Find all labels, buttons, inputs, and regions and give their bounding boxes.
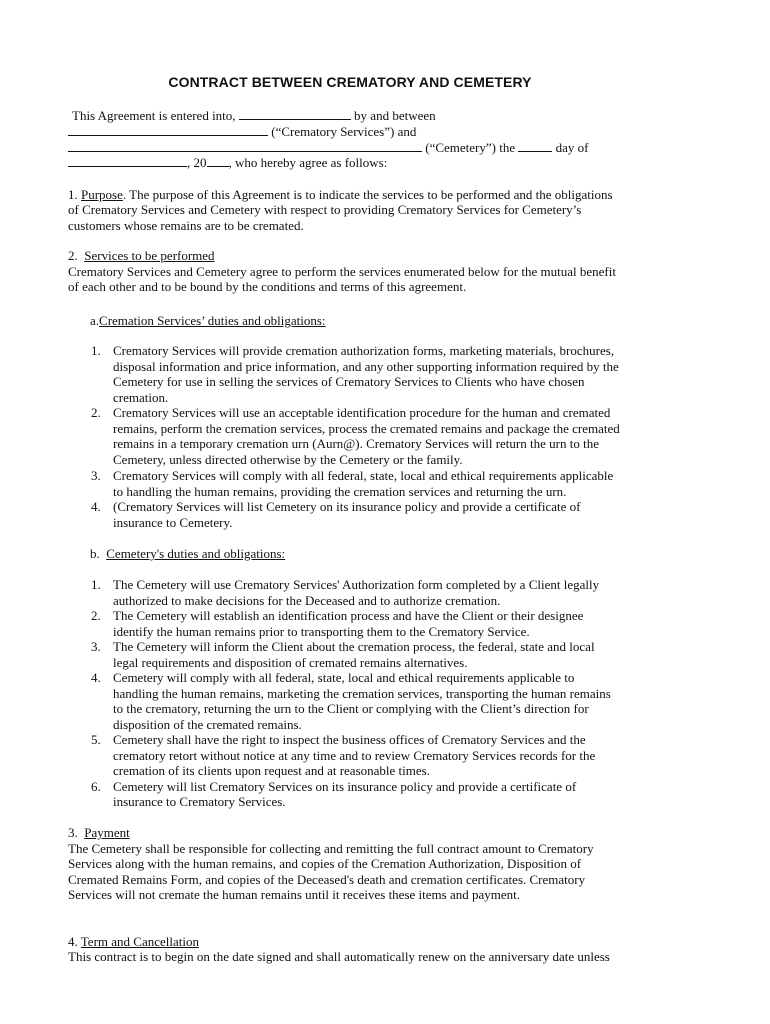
a-item-1-line-2: disposal information and price information, and any other supporting information required by the — [113, 359, 619, 374]
intro-line-2: (“Crematory Services”) and — [68, 124, 416, 140]
intro-line-1: This Agreement is entered into, by and between — [72, 108, 436, 123]
term-line-1: This contract is to begin on the date signed and shall automatically renew on the anniversary date unless — [68, 949, 610, 964]
b-item-5-line-2: crematory retort without notice at any time and to review Crematory Services records for the — [113, 748, 596, 763]
b-item-5-line-3: cremation of its clients upon request and at reasonable times. — [113, 763, 430, 778]
b-item-2-line-2: identify the human remains prior to transporting them to the Crematory Service. — [113, 624, 530, 639]
day-blank[interactable] — [518, 140, 552, 152]
payment-heading: Payment — [84, 825, 130, 840]
b-item-1-number: 1. — [91, 577, 101, 592]
a-item-4-line-2: insurance to Cemetery. — [113, 515, 233, 530]
b-item-2-line-1: The Cemetery will establish an identification process and have the Client or their designee — [113, 608, 584, 623]
b-item-6-number: 6. — [91, 779, 101, 794]
cemetery-name-blank[interactable] — [68, 140, 422, 152]
b-item-6-line-2: insurance to Crematory Services. — [113, 794, 286, 809]
term-heading-line: 4. Term and Cancellation — [68, 934, 199, 949]
section-a-heading: Cremation Services’ duties and obligations: — [99, 313, 326, 328]
b-item-4-line-1: Cemetery will comply with all federal, state, local and ethical requirements applicable to — [113, 670, 575, 685]
b-item-3-line-2: legal requirements and disposition of cremated remains alternatives. — [113, 655, 468, 670]
payment-line-1: The Cemetery shall be responsible for collecting and remitting the full contract amount to Crematory — [68, 841, 594, 856]
a-item-1-number: 1. — [91, 343, 101, 358]
purpose-line-3: customers whose remains are to be cremated. — [68, 218, 304, 233]
payment-line-4: Services will not cremate the human remains until it receives these items and payment. — [68, 887, 520, 902]
a-item-2-number: 2. — [91, 405, 101, 420]
b-item-1-line-1: The Cemetery will use Crematory Services' Authorization form completed by a Client legally — [113, 577, 600, 592]
b-item-1-line-2: authorized to make decisions for the Deceased and to authorize cremation. — [113, 593, 501, 608]
a-item-2-line-1: Crematory Services will use an acceptable identification procedure for the human and cremated — [113, 405, 611, 420]
purpose-line-2: of Crematory Services and Cemetery with respect to providing Crematory Services for Cemetery’s — [68, 202, 582, 217]
b-item-5-line-1: Cemetery shall have the right to inspect the business offices of Crematory Services and the — [113, 732, 586, 747]
services-line-2: of each other and to be bound by the conditions and terms of this agreement. — [68, 279, 467, 294]
b-item-2-number: 2. — [91, 608, 101, 623]
b-item-4-number: 4. — [91, 670, 101, 685]
a-item-4-line-1: (Crematory Services will list Cemetery on its insurance policy and provide a certificate of — [113, 499, 581, 514]
crematory-name-blank[interactable] — [68, 124, 268, 136]
a-item-1-line-1: Crematory Services will provide cremation authorization forms, marketing materials, brochures, — [113, 343, 615, 358]
b-item-3-line-1: The Cemetery will inform the Client about the cremation process, the federal, state and local — [113, 639, 595, 654]
b-item-4-line-3: to the crematory, returning the urn to the Client or complying with the Client’s direction for — [113, 701, 589, 716]
intro-line-4: , 20 , who hereby agree as follows: — [68, 155, 387, 171]
a-item-2-line-3: remains in a temporary cremation urn (Aurn@). Crematory Services will return the urn to the — [113, 436, 599, 451]
b-item-4-line-4: disposition of the cremated remains. — [113, 717, 302, 732]
purpose-line-1: 1. Purpose. The purpose of this Agreement is to indicate the services to be performed and the obligations — [68, 187, 613, 202]
month-blank[interactable] — [68, 155, 187, 167]
b-item-4-line-2: handling the human remains, marketing the cremation services, transporting the human remains — [113, 686, 611, 701]
date-blank[interactable] — [239, 108, 351, 120]
section-b-heading-line: b. Cemetery's duties and obligations: — [90, 546, 286, 561]
a-item-1-line-3: Cemetery for use in selling the services of Crematory Services to Clients who have chosen — [113, 374, 585, 389]
services-heading: Services to be performed — [84, 248, 215, 263]
services-heading-line: 2. Services to be performed — [68, 248, 215, 263]
services-line-1: Crematory Services and Cemetery agree to perform the services enumerated below for the mutual benefit — [68, 264, 616, 279]
b-item-3-number: 3. — [91, 639, 101, 654]
b-item-5-number: 5. — [91, 732, 101, 747]
payment-heading-line: 3. Payment — [68, 825, 130, 840]
a-item-1-line-4: cremation. — [113, 390, 169, 405]
a-item-3-line-1: Crematory Services will comply with all federal, state, local and ethical requirements applicable — [113, 468, 614, 483]
section-b-heading: Cemetery's duties and obligations: — [106, 546, 286, 561]
b-item-6-line-1: Cemetery will list Crematory Services on its insurance policy and provide a certificate of — [113, 779, 577, 794]
document-title: CONTRACT BETWEEN CREMATORY AND CEMETERY — [168, 74, 532, 90]
a-item-3-number: 3. — [91, 468, 101, 483]
intro-line-3: (“Cemetery”) the day of — [68, 140, 588, 156]
a-item-4-number: 4. — [91, 499, 101, 514]
term-heading: Term and Cancellation — [80, 934, 199, 949]
a-item-2-line-4: Cemetery, unless directed otherwise by the Cemetery or the family. — [113, 452, 463, 467]
payment-line-3: Cremated Remains Form, and copies of the Deceased's death and cremation certificates. Crematory — [68, 872, 586, 887]
purpose-heading: Purpose — [81, 187, 123, 202]
section-a-heading-line: a.Cremation Services’ duties and obligations: — [90, 313, 326, 328]
year-blank[interactable] — [207, 155, 229, 167]
a-item-3-line-2: to handling the human remains, providing the cremation services and returning the urn. — [113, 484, 567, 499]
a-item-2-line-2: remains, perform the cremation services, process the cremated remains and package the cremated — [113, 421, 620, 436]
payment-line-2: Services along with the human remains, and copies of the Cremation Authorization, Disposition of — [68, 856, 582, 871]
